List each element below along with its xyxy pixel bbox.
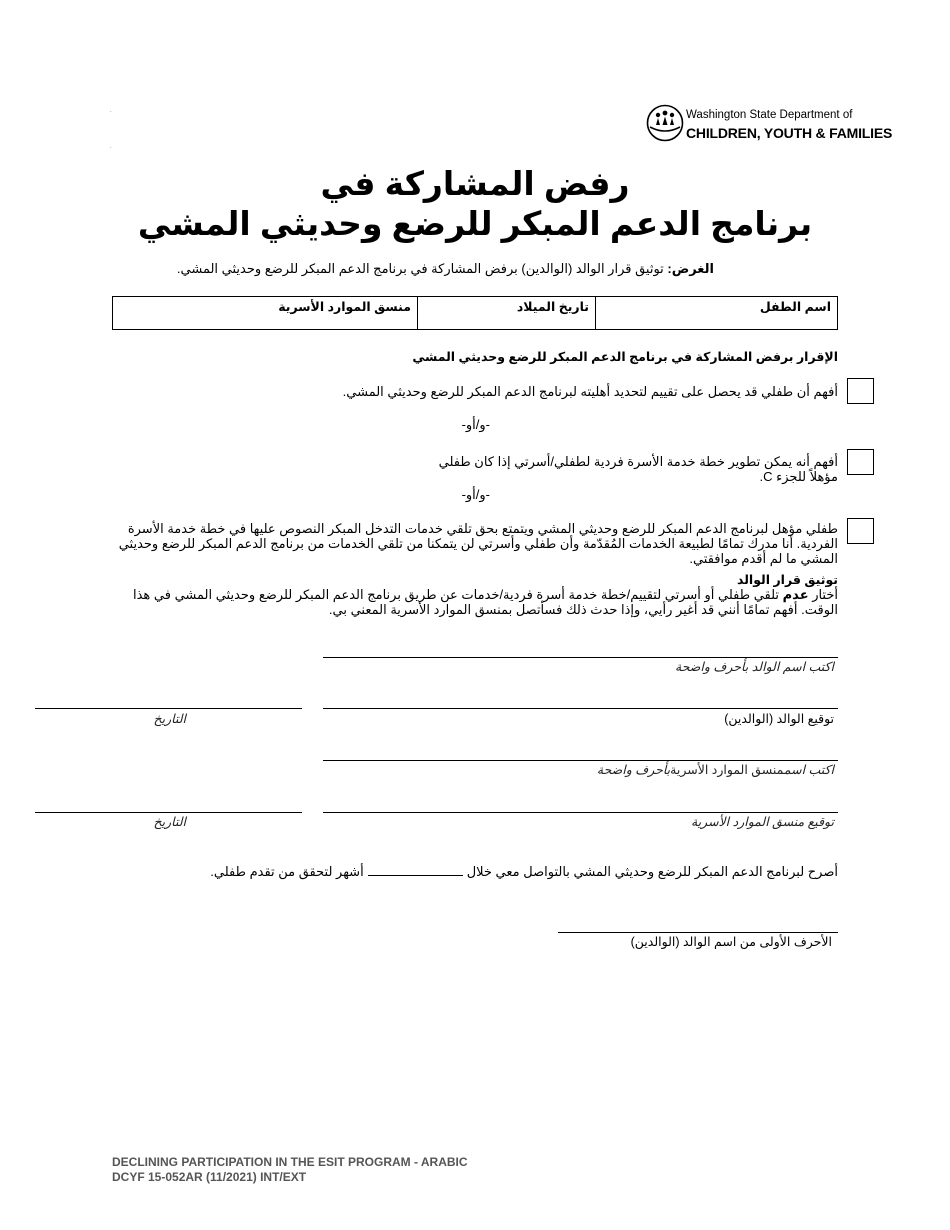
coord-sign-line[interactable] [323, 812, 838, 813]
title-line1: رفض المشاركة في [320, 165, 630, 202]
ack-item3: طفلي مؤهل لبرنامج الدعم المبكر للرضع وحديثي المشي ويتمتع بحق تلقي خدمات التدخل المبكر النصوص عليها في خطة خدمة الأسرة الفردية. أنا مدرك تمامًا لطبيعة الخدمات المُقدّمة وأن طفلي وأسرتي لن يتمكنا من تلقي الخدمات من برنامج الدعم المبكر للرضع وحديثي المشي ما لم أقدم موافقتي. [118, 521, 838, 566]
coord-print-b: منسق الموارد الأسرية [670, 763, 784, 777]
child-name-cell[interactable] [595, 297, 837, 329]
title-line2: برنامج الدعم المبكر للرضع وحديثي المشي [137, 205, 813, 242]
documentation-text [112, 587, 838, 617]
coord-print-label [597, 762, 834, 777]
form-footer [112, 1155, 468, 1185]
coord-date-label: التاريخ [153, 815, 186, 829]
checkbox-item2[interactable] [847, 449, 874, 475]
margin-mark: . [110, 108, 112, 114]
initials-line[interactable] [558, 932, 838, 933]
months-blank[interactable] [368, 863, 463, 876]
documentation-heading: توثيق قرار الوالد [737, 573, 838, 587]
doc-text-before: أختار [808, 587, 838, 602]
info-table [112, 296, 838, 330]
dcyf-seal-icon [646, 104, 684, 142]
dcyf-logo [646, 104, 893, 144]
dept-line1: Washington State Department of [686, 109, 853, 121]
birth-date-label: تاريخ الميلاد [516, 300, 589, 314]
coord-print-c: بأحرف واضحة [596, 763, 671, 777]
parent-print-line[interactable] [323, 657, 838, 658]
coord-sign-label: توقيع منسق الموارد الأسرية [691, 815, 834, 829]
ack-item1: أفهم أن طفلي قد يحصل على تقييم لتحديد أهليته لبرنامج الدعم المبكر للرضع وحديثي المشي. [342, 384, 838, 399]
parent-date-line[interactable] [35, 708, 302, 709]
and-or-2: -و/أو- [461, 487, 490, 502]
initials-label: الأحرف الأولى من اسم الوالد (الوالدين) [630, 935, 832, 949]
child-name-label: اسم الطفل [759, 300, 831, 314]
checkbox-item3[interactable] [847, 518, 874, 544]
purpose-text: توثيق قرار الوالد (الوالدين) برفض المشاركة في برنامج الدعم المبكر للرضع وحديثي المشي. [176, 261, 668, 276]
release-statement [210, 863, 838, 880]
doc-text-after: تلقي طفلي أو أسرتي لتقييم/خطة خدمة أسرة فردية/خدمات عن طريق برنامج الدعم المبكر للرضع وحديثي المشي في هذا الوقت. أفهم تمامًا أنني قد أغير رأيي، وإذا حدث ذلك فسأتصل بمنسق الموارد الأسرية المعني بي. [133, 587, 838, 617]
parent-date-label: التاريخ [153, 712, 186, 726]
dept-line2: CHILDREN, YOUTH & FAMILIES [686, 125, 893, 141]
coordinator-cell[interactable] [113, 297, 417, 329]
acknowledgement-heading: الإقرار برفض المشاركة في برنامج الدعم المبكر للرضع وحديثي المشي [412, 350, 838, 364]
parent-print-label: اكتب اسم الوالد بأحرف واضحة [675, 660, 834, 674]
coord-date-line[interactable] [35, 812, 302, 813]
ack-item2-line2: مؤهلاً للجزء C. [759, 469, 838, 484]
parent-sign-line[interactable] [323, 708, 838, 709]
ack-item2-line1: أفهم أنه يمكن تطوير خطة خدمة الأسرة فردية لطفلي/أسرتي إذا كان طفلي [438, 454, 838, 469]
coord-print-line[interactable] [323, 760, 838, 761]
checkbox-item1[interactable] [847, 378, 874, 404]
coord-print-a: اكتب اسم [783, 763, 834, 777]
parent-sign-label: توقيع الوالد (الوالدين) [724, 712, 834, 726]
and-or-1: -و/أو- [461, 417, 490, 432]
margin-mark: . [110, 144, 112, 150]
footer-line1: DECLINING PARTICIPATION IN THE ESIT PROGRAM - ARABIC [112, 1155, 468, 1169]
coordinator-label: منسق الموارد الأسرية [278, 300, 411, 314]
purpose-label: الغرض: [667, 261, 714, 276]
birth-date-cell[interactable] [417, 297, 595, 329]
doc-text-bold: عدم [782, 587, 809, 602]
release-after: أشهر لتحقق من تقدم طفلي. [210, 864, 364, 879]
footer-line2: DCYF 15-052AR (11/2021) INT/EXT [112, 1170, 307, 1184]
purpose-statement [177, 261, 714, 277]
release-before: أصرح لبرنامج الدعم المبكر للرضع وحديثي المشي بالتواصل معي خلال [466, 864, 838, 879]
